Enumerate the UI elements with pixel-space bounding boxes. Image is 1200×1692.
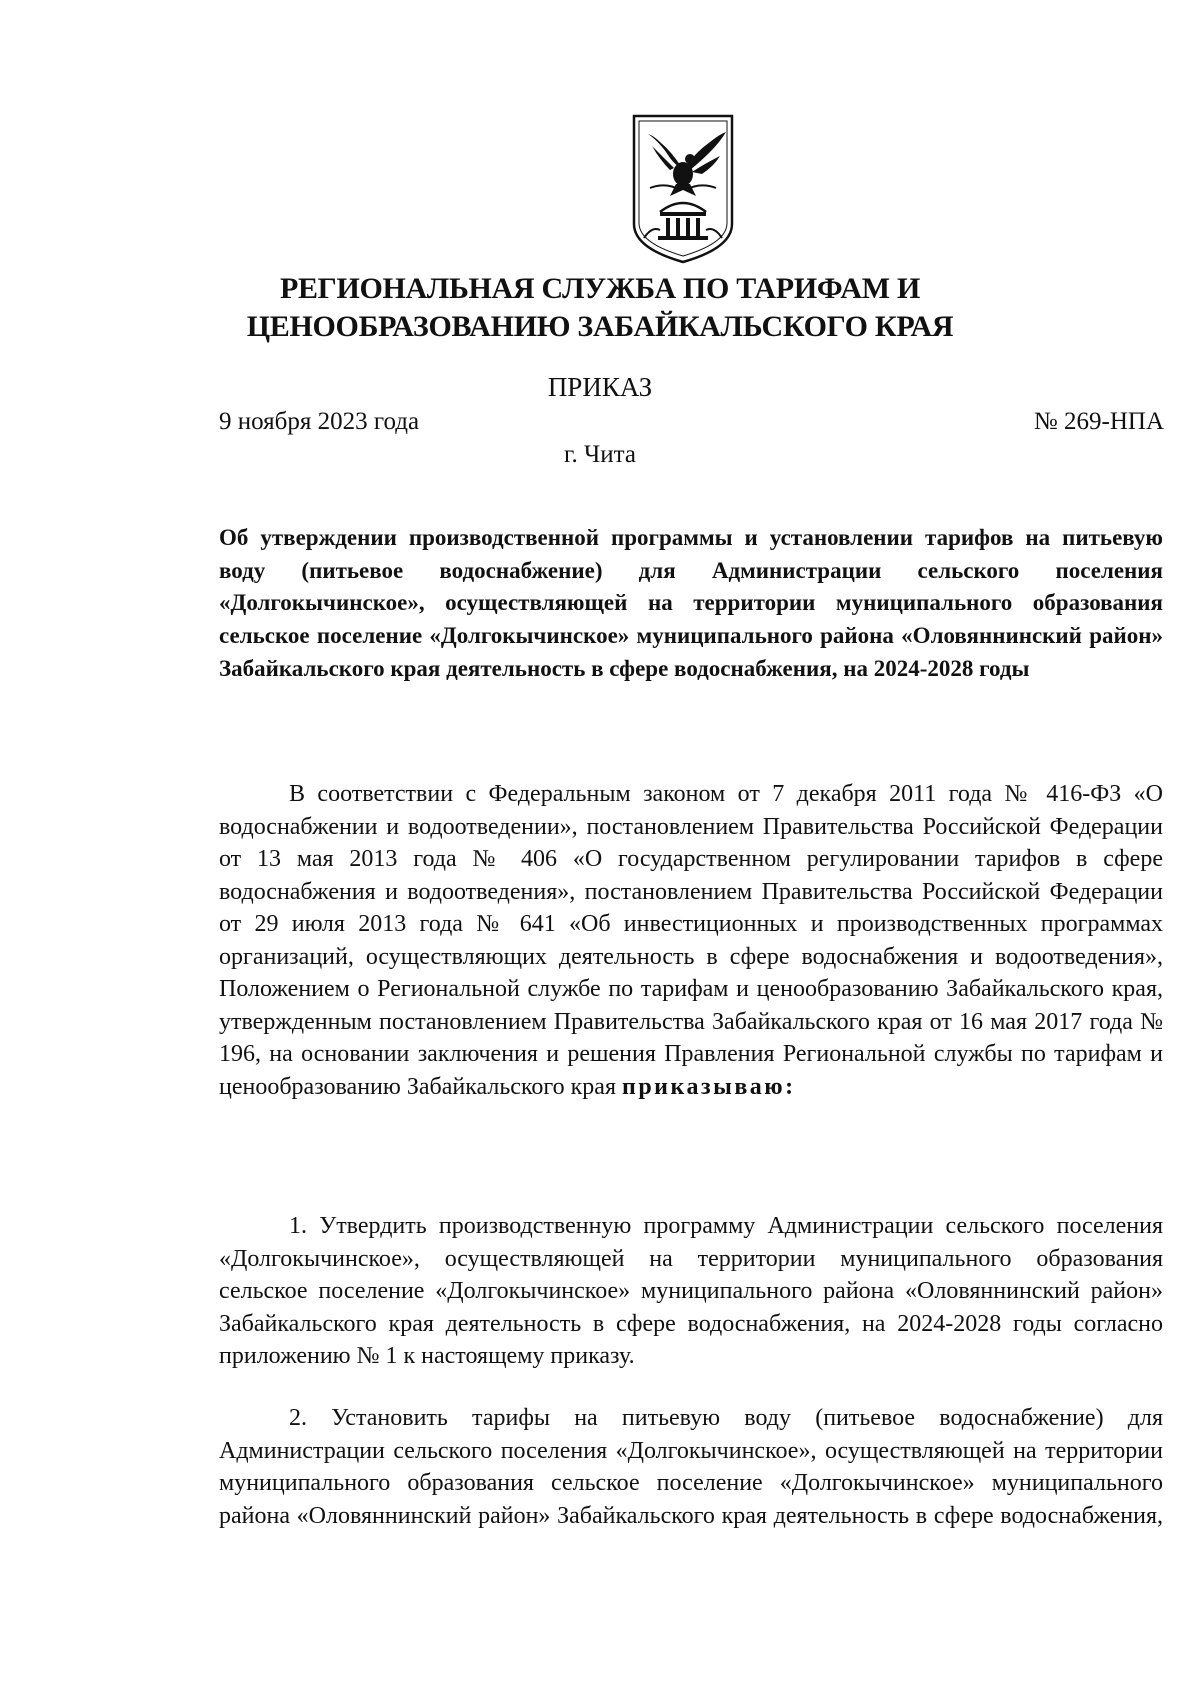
order-item-2: 2. Установить тарифы на питьевую воду (питьевое водоснабжение) для Администрации сельского поселения «Долгокычинское», осуществляющей на территории муниципального образования сельское поселение «Долгокычинское» муниципального района «Оловяннинский район» Забайкальского края деятельность в сфере водоснабжения,: [219, 1405, 1163, 1529]
organization-title-line-1: РЕГИОНАЛЬНАЯ СЛУЖБА ПО ТАРИФАМ И: [279, 272, 921, 305]
order-item-1: 1. Утвердить производственную программу Администрации сельского поселения «Долгокычинское», осуществляющей на территории муниципального образования сельское поселение «Долгокычинское» муниципального района «Оловяннинский район» Забайкальского края деятельность в сфере водоснабжения, на 2024-2028 годы согласно приложению № 1 к настоящему приказу.: [219, 1213, 1163, 1369]
organization-title-line-2: ЦЕНООБРАЗОВАНИЮ ЗАБАЙКАЛЬСКОГО КРАЯ: [246, 310, 954, 343]
order-date: 9 ноября 2023 года: [219, 408, 420, 435]
document-type: ПРИКАЗ: [547, 372, 653, 402]
order-number: № 269-НПА: [1033, 408, 1164, 435]
coat-of-arms-icon: [630, 112, 736, 264]
preamble-paragraph: [219, 778, 1163, 1103]
order-subject: Об утверждении производственной программы и установлении тарифов на питьевую воду (питьевое водоснабжение) для Администрации сельского поселения «Долгокычинское», осуществляющей на территории муниципального образования сельское поселение «Долгокычинское» муниципального района «Оловяннинский район» Забайкальского края деятельность в сфере водоснабжения, на 2024-2028 годы: [219, 525, 1163, 681]
preamble-text: В соответствии с Федеральным законом от 7 декабря 2011 года № 416-ФЗ «О водоснабжении и водоотведении», постановлением Правительства Российской Федерации от 13 мая 2013 года № 406 «О государственном регулировании тарифов в сфере водоснабжения и водоотведения», постановлением Правительства Российской Федерации от 29 июля 2013 года № 641 «Об инвестиционных и производственных программах организаций, осуществляющих деятельность в сфере водоснабжения и водоотведения», Положением о Региональной службе по тарифам и ценообразованию Забайкальского края, утвержденным постановлением Правительства Забайкальского края от 16 мая 2017 года № 196, на основании заключения и решения Правления Региональной службы по тарифам и ценообразованию Забайкальского края: [219, 781, 1163, 1100]
preamble-emphasis: приказываю:: [621, 1073, 796, 1100]
organization-title: [200, 270, 1000, 346]
order-city: г. Чита: [564, 441, 636, 468]
